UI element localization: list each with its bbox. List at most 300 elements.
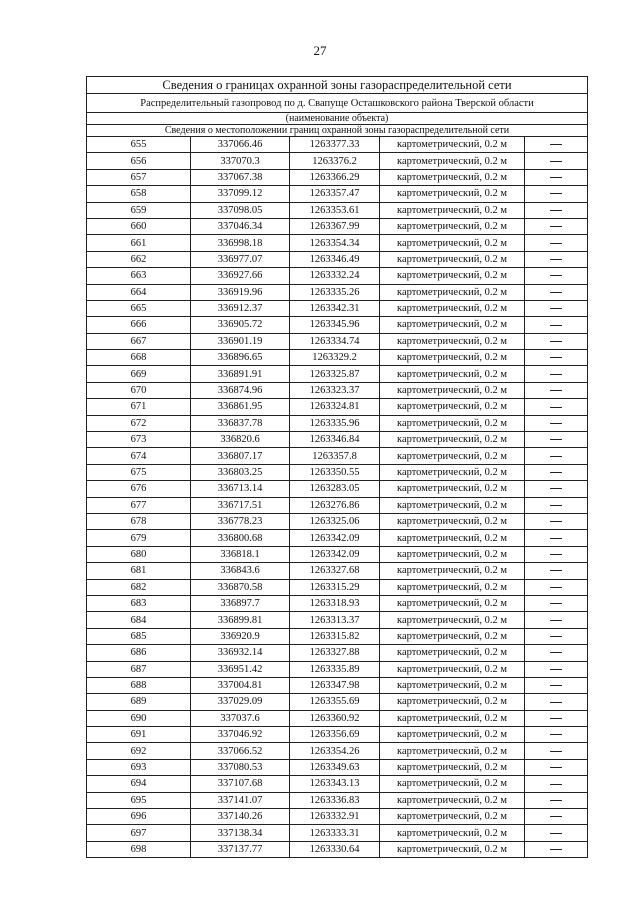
table-row [87,677,588,693]
dash-mark [550,243,562,244]
description-cell [525,612,588,628]
point-number-cell: 675 [87,464,191,480]
y-coordinate-cell: 1263354.26 [290,743,380,759]
y-coordinate-cell: 1263357.8 [290,448,380,464]
point-number-cell: 688 [87,677,191,693]
x-coordinate-cell: 336891.91 [191,366,290,382]
y-coordinate-cell: 1263276.86 [290,497,380,513]
y-coordinate-cell: 1263346.49 [290,251,380,267]
description-cell [525,202,588,218]
point-number-cell: 681 [87,563,191,579]
table-row [87,382,588,398]
y-coordinate-cell: 1263360.92 [290,710,380,726]
y-coordinate-cell: 1263342.09 [290,546,380,562]
point-number-cell: 667 [87,333,191,349]
x-coordinate-cell: 336912.37 [191,300,290,316]
x-coordinate-cell: 336837.78 [191,415,290,431]
method-cell: картометрический, 0.2 м [380,612,525,628]
x-coordinate-cell: 337107.68 [191,776,290,792]
y-coordinate-cell: 1263283.05 [290,481,380,497]
description-cell [525,481,588,497]
table-row [87,300,588,316]
dash-mark [550,456,562,457]
method-cell: картометрический, 0.2 м [380,809,525,825]
y-coordinate-cell: 1263357.47 [290,186,380,202]
method-cell: картометрический, 0.2 м [380,300,525,316]
point-number-cell: 679 [87,530,191,546]
y-coordinate-cell: 1263323.37 [290,382,380,398]
x-coordinate-cell: 336713.14 [191,481,290,497]
description-cell [525,546,588,562]
description-cell [525,432,588,448]
table-row [87,776,588,792]
description-cell [525,350,588,366]
method-cell: картометрический, 0.2 м [380,743,525,759]
description-cell [525,268,588,284]
point-number-cell: 666 [87,317,191,333]
dash-mark [550,702,562,703]
object-name: Распределительный газопровод по д. Свапуще Осташковского района Тверской области [87,94,588,113]
y-coordinate-cell: 1263318.93 [290,595,380,611]
y-coordinate-cell: 1263335.96 [290,415,380,431]
method-cell: картометрический, 0.2 м [380,825,525,841]
table-row [87,366,588,382]
table-row [87,661,588,677]
dash-mark [550,734,562,735]
point-number-cell: 661 [87,235,191,251]
x-coordinate-cell: 336901.19 [191,333,290,349]
dash-mark [550,718,562,719]
x-coordinate-cell: 337066.46 [191,137,290,153]
point-number-cell: 669 [87,366,191,382]
dash-mark [550,784,562,785]
y-coordinate-cell: 1263343.13 [290,776,380,792]
description-cell [525,661,588,677]
description-cell [525,710,588,726]
y-coordinate-cell: 1263324.81 [290,399,380,415]
x-coordinate-cell: 336899.81 [191,612,290,628]
dash-mark [550,226,562,227]
description-cell [525,841,588,857]
y-coordinate-cell: 1263329.2 [290,350,380,366]
dash-mark [550,570,562,571]
y-coordinate-cell: 1263366.29 [290,169,380,185]
x-coordinate-cell: 336932.14 [191,645,290,661]
dash-mark [550,587,562,588]
y-coordinate-cell: 1263353.61 [290,202,380,218]
table-row [87,694,588,710]
x-coordinate-cell: 336896.65 [191,350,290,366]
y-coordinate-cell: 1263342.09 [290,530,380,546]
method-cell: картометрический, 0.2 м [380,202,525,218]
description-cell [525,153,588,169]
dash-mark [550,603,562,604]
point-number-cell: 656 [87,153,191,169]
method-cell: картометрический, 0.2 м [380,218,525,234]
dash-mark [550,620,562,621]
point-number-cell: 664 [87,284,191,300]
dash-mark [550,488,562,489]
y-coordinate-cell: 1263327.68 [290,563,380,579]
point-number-cell: 672 [87,415,191,431]
y-coordinate-cell: 1263315.29 [290,579,380,595]
point-number-cell: 682 [87,579,191,595]
description-cell [525,399,588,415]
point-number-cell: 690 [87,710,191,726]
table-row [87,251,588,267]
table-row [87,350,588,366]
x-coordinate-cell: 336927.66 [191,268,290,284]
y-coordinate-cell: 1263330.64 [290,841,380,857]
table-row [87,809,588,825]
point-number-cell: 694 [87,776,191,792]
x-coordinate-cell: 337046.92 [191,727,290,743]
point-number-cell: 680 [87,546,191,562]
description-cell [525,595,588,611]
x-coordinate-cell: 336874.96 [191,382,290,398]
object-caption-row [87,113,588,125]
table-body [87,77,588,858]
x-coordinate-cell: 336800.68 [191,530,290,546]
dash-mark [550,292,562,293]
x-coordinate-cell: 336807.17 [191,448,290,464]
y-coordinate-cell: 1263325.06 [290,513,380,529]
x-coordinate-cell: 337037.6 [191,710,290,726]
point-number-cell: 697 [87,825,191,841]
x-coordinate-cell: 337066.52 [191,743,290,759]
y-coordinate-cell: 1263345.96 [290,317,380,333]
table-title: Сведения о границах охранной зоны газораспределительной сети [87,77,588,94]
x-coordinate-cell: 336919.96 [191,284,290,300]
x-coordinate-cell: 337070.3 [191,153,290,169]
table-row [87,595,588,611]
table-row [87,825,588,841]
y-coordinate-cell: 1263367.99 [290,218,380,234]
point-number-cell: 659 [87,202,191,218]
point-number-cell: 655 [87,137,191,153]
dash-mark [550,849,562,850]
x-coordinate-cell: 337099.12 [191,186,290,202]
description-cell [525,530,588,546]
description-cell [525,137,588,153]
y-coordinate-cell: 1263342.31 [290,300,380,316]
dash-mark [550,308,562,309]
x-coordinate-cell: 336803.25 [191,464,290,480]
dash-mark [550,341,562,342]
dash-mark [550,751,562,752]
description-cell [525,563,588,579]
dash-mark [550,275,562,276]
y-coordinate-cell: 1263332.91 [290,809,380,825]
y-coordinate-cell: 1263346.84 [290,432,380,448]
point-number-cell: 698 [87,841,191,857]
x-coordinate-cell: 336843.6 [191,563,290,579]
description-cell [525,464,588,480]
section-title: Сведения о местоположении границ охранной зоны газораспределительной сети [87,125,588,137]
y-coordinate-cell: 1263332.24 [290,268,380,284]
description-cell [525,448,588,464]
x-coordinate-cell: 337098.05 [191,202,290,218]
description-cell [525,645,588,661]
dash-mark [550,390,562,391]
table-row [87,268,588,284]
table-row [87,218,588,234]
dash-mark [550,325,562,326]
y-coordinate-cell: 1263335.89 [290,661,380,677]
y-coordinate-cell: 1263347.98 [290,677,380,693]
description-cell [525,218,588,234]
method-cell: картометрический, 0.2 м [380,464,525,480]
method-cell: картометрический, 0.2 м [380,317,525,333]
x-coordinate-cell: 336861.95 [191,399,290,415]
point-number-cell: 689 [87,694,191,710]
description-cell [525,497,588,513]
table-row [87,186,588,202]
method-cell: картометрический, 0.2 м [380,333,525,349]
description-cell [525,792,588,808]
description-cell [525,513,588,529]
point-number-cell: 674 [87,448,191,464]
method-cell: картометрический, 0.2 м [380,186,525,202]
dash-mark [550,636,562,637]
x-coordinate-cell: 336717.51 [191,497,290,513]
table-row [87,202,588,218]
table-row [87,284,588,300]
dash-mark [550,177,562,178]
point-number-cell: 691 [87,727,191,743]
table-row [87,513,588,529]
method-cell: картометрический, 0.2 м [380,694,525,710]
point-number-cell: 678 [87,513,191,529]
dash-mark [550,210,562,211]
method-cell: картометрический, 0.2 м [380,513,525,529]
y-coordinate-cell: 1263355.69 [290,694,380,710]
y-coordinate-cell: 1263327.88 [290,645,380,661]
method-cell: картометрический, 0.2 м [380,399,525,415]
point-number-cell: 658 [87,186,191,202]
description-cell [525,727,588,743]
table-row [87,743,588,759]
point-number-cell: 685 [87,628,191,644]
method-cell: картометрический, 0.2 м [380,497,525,513]
description-cell [525,251,588,267]
method-cell: картометрический, 0.2 м [380,366,525,382]
table-row [87,645,588,661]
dash-mark [550,144,562,145]
method-cell: картометрический, 0.2 м [380,235,525,251]
dash-mark [550,652,562,653]
description-cell [525,300,588,316]
method-cell: картометрический, 0.2 м [380,759,525,775]
y-coordinate-cell: 1263335.26 [290,284,380,300]
x-coordinate-cell: 337046.34 [191,218,290,234]
method-cell: картометрический, 0.2 м [380,710,525,726]
y-coordinate-cell: 1263376.2 [290,153,380,169]
section-title-row [87,125,588,137]
table-row [87,235,588,251]
dash-mark [550,833,562,834]
description-cell [525,825,588,841]
table-row [87,792,588,808]
protection-zone-table [86,76,588,858]
y-coordinate-cell: 1263350.55 [290,464,380,480]
point-number-cell: 671 [87,399,191,415]
point-number-cell: 684 [87,612,191,628]
x-coordinate-cell: 336998.18 [191,235,290,251]
method-cell: картометрический, 0.2 м [380,251,525,267]
x-coordinate-cell: 336778.23 [191,513,290,529]
method-cell: картометрический, 0.2 м [380,628,525,644]
table-row [87,153,588,169]
y-coordinate-cell: 1263313.37 [290,612,380,628]
method-cell: картометрический, 0.2 м [380,448,525,464]
x-coordinate-cell: 337067.38 [191,169,290,185]
table-row [87,727,588,743]
table-row [87,399,588,415]
point-number-cell: 677 [87,497,191,513]
x-coordinate-cell: 337029.09 [191,694,290,710]
description-cell [525,235,588,251]
dash-mark [550,554,562,555]
method-cell: картометрический, 0.2 м [380,579,525,595]
method-cell: картометрический, 0.2 м [380,661,525,677]
x-coordinate-cell: 337141.07 [191,792,290,808]
table-row [87,432,588,448]
x-coordinate-cell: 337137.77 [191,841,290,857]
y-coordinate-cell: 1263336.83 [290,792,380,808]
object-caption: (наименование объекта) [87,113,588,125]
method-cell: картометрический, 0.2 м [380,481,525,497]
x-coordinate-cell: 336897.7 [191,595,290,611]
point-number-cell: 662 [87,251,191,267]
dash-mark [550,374,562,375]
table-row [87,448,588,464]
table-row [87,710,588,726]
dash-mark [550,193,562,194]
dash-mark [550,161,562,162]
table-row [87,169,588,185]
x-coordinate-cell: 336870.58 [191,579,290,595]
dash-mark [550,800,562,801]
method-cell: картометрический, 0.2 м [380,563,525,579]
point-number-cell: 673 [87,432,191,448]
point-number-cell: 693 [87,759,191,775]
table-title-row [87,77,588,94]
dash-mark [550,669,562,670]
method-cell: картометрический, 0.2 м [380,137,525,153]
dash-mark [550,521,562,522]
y-coordinate-cell: 1263377.33 [290,137,380,153]
description-cell [525,186,588,202]
method-cell: картометрический, 0.2 м [380,268,525,284]
description-cell [525,628,588,644]
dash-mark [550,816,562,817]
table-row [87,563,588,579]
x-coordinate-cell: 336951.42 [191,661,290,677]
x-coordinate-cell: 336905.72 [191,317,290,333]
table-row [87,579,588,595]
y-coordinate-cell: 1263325.87 [290,366,380,382]
description-cell [525,579,588,595]
point-number-cell: 665 [87,300,191,316]
description-cell [525,776,588,792]
point-number-cell: 687 [87,661,191,677]
table-row [87,628,588,644]
description-cell [525,677,588,693]
method-cell: картометрический, 0.2 м [380,284,525,300]
description-cell [525,759,588,775]
method-cell: картометрический, 0.2 м [380,169,525,185]
y-coordinate-cell: 1263315.82 [290,628,380,644]
point-number-cell: 696 [87,809,191,825]
method-cell: картометрический, 0.2 м [380,677,525,693]
table-row [87,333,588,349]
table-row [87,137,588,153]
description-cell [525,284,588,300]
description-cell [525,743,588,759]
dash-mark [550,357,562,358]
dash-mark [550,767,562,768]
method-cell: картометрический, 0.2 м [380,546,525,562]
x-coordinate-cell: 337004.81 [191,677,290,693]
dash-mark [550,407,562,408]
y-coordinate-cell: 1263334.74 [290,333,380,349]
method-cell: картометрический, 0.2 м [380,432,525,448]
y-coordinate-cell: 1263349.63 [290,759,380,775]
description-cell [525,694,588,710]
table-row [87,546,588,562]
description-cell [525,169,588,185]
point-number-cell: 683 [87,595,191,611]
table-row [87,841,588,857]
table-row [87,497,588,513]
method-cell: картометрический, 0.2 м [380,382,525,398]
point-number-cell: 686 [87,645,191,661]
description-cell [525,333,588,349]
point-number-cell: 657 [87,169,191,185]
x-coordinate-cell: 337138.34 [191,825,290,841]
method-cell: картометрический, 0.2 м [380,530,525,546]
point-number-cell: 692 [87,743,191,759]
point-number-cell: 663 [87,268,191,284]
object-name-row [87,94,588,113]
description-cell [525,317,588,333]
page-number: 27 [313,43,327,58]
description-cell [525,809,588,825]
point-number-cell: 695 [87,792,191,808]
dash-mark [550,685,562,686]
x-coordinate-cell: 336977.07 [191,251,290,267]
dash-mark [550,505,562,506]
dash-mark [550,472,562,473]
table-row [87,317,588,333]
point-number-cell: 676 [87,481,191,497]
y-coordinate-cell: 1263354.34 [290,235,380,251]
table-row [87,415,588,431]
dash-mark [550,538,562,539]
method-cell: картометрический, 0.2 м [380,645,525,661]
x-coordinate-cell: 336920.9 [191,628,290,644]
dash-mark [550,259,562,260]
y-coordinate-cell: 1263356.69 [290,727,380,743]
dash-mark [550,439,562,440]
point-number-cell: 668 [87,350,191,366]
method-cell: картометрический, 0.2 м [380,350,525,366]
point-number-cell: 670 [87,382,191,398]
method-cell: картометрический, 0.2 м [380,595,525,611]
x-coordinate-cell: 336818.1 [191,546,290,562]
method-cell: картометрический, 0.2 м [380,727,525,743]
